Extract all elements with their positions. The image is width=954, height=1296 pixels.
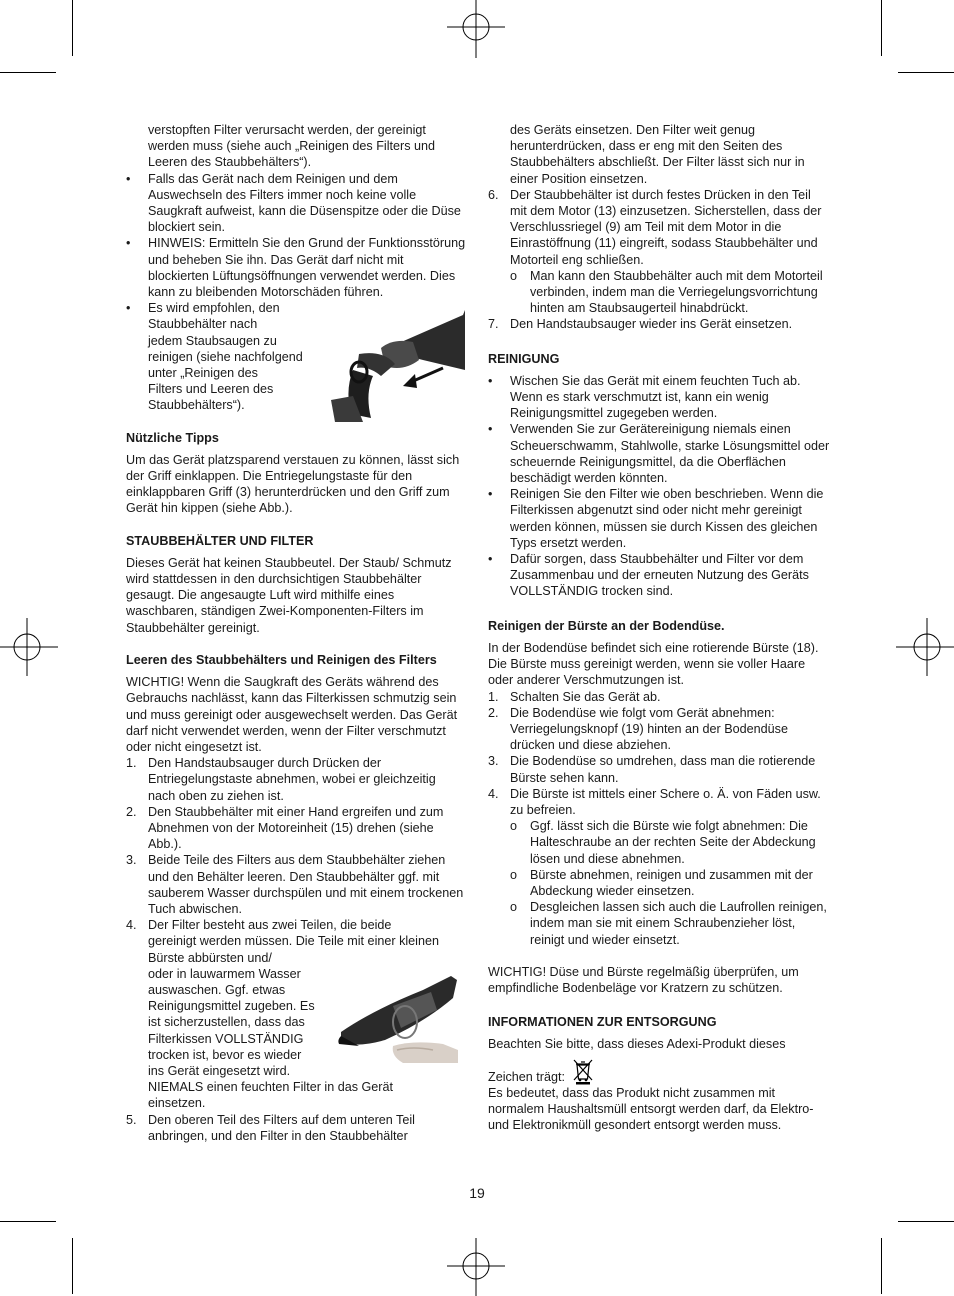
crop-mark bbox=[72, 0, 73, 56]
list-item: 6. Der Staubbehälter ist durch festes Drücken in den Teil mit dem Motor (13) einzusetzen. Sicherstellen, dass der Verschlussriegel (9) am Teil mit dem Motor in die Einrastöffnung (11) eingreift, sodass Staubbehälter und Motorteil eng schließen. bbox=[488, 187, 822, 267]
vacuum-illustration bbox=[333, 970, 458, 1063]
list-item: 1. Schalten Sie das Gerät ab. bbox=[488, 689, 661, 704]
crop-mark bbox=[0, 1221, 56, 1222]
list-item: • Reinigen Sie den Filter wie oben beschrieben. Wenn die Filterkissen abgenutzt sind oder nicht mehr gereinigt werden können, müssen sie durch Kissen des gleichen Typs ersetzt werden. bbox=[488, 487, 824, 550]
section-heading: STAUBBEHÄLTER UND FILTER bbox=[126, 533, 314, 548]
list-item: o Man kann den Staubbehälter auch mit dem Motorteil verbinden, indem man die Verriegelungsvorrichtung hinten am Staubsaugerteil hinabdrückt. bbox=[510, 268, 823, 316]
paragraph: WICHTIG! Düse und Bürste regelmäßig überprüfen, um empfindliche Bodenbeläge vor Kratzern zu schützen. bbox=[488, 964, 799, 995]
handle-illustration bbox=[323, 310, 465, 422]
section-heading: REINIGUNG bbox=[488, 351, 560, 366]
list-item: 7. Den Handstaubsauger wieder ins Gerät einsetzen. bbox=[488, 317, 793, 332]
paragraph: WICHTIG! Wenn die Saugkraft des Geräts während des Gebrauchs nachlässt, kann das Filterkissen schmutzig sein und muss gereinigt oder ausgewechselt werden. Das Gerät darf nicht verwendet werden, wenn der Filter verschmutzt oder nicht eingesetzt ist. bbox=[126, 675, 458, 754]
list-item: • Es wird empfohlen, den Staubbehälter nach jedem Staubsaugen zu reinigen (siehe nachfolgend unter „Reinigen des Filters und Leeren des Staubbehälters“). bbox=[126, 300, 466, 413]
disposal-label: Zeichen trägt: bbox=[488, 1069, 566, 1084]
page-number: 19 bbox=[469, 1185, 485, 1201]
crop-mark bbox=[881, 0, 882, 56]
bullet-text: Es wird empfohlen, den Staubbehälter nach jedem Staubsaugen zu reinigen (siehe nachfolgend unter „Reinigen des Filters und Leeren des Staubbehälters“). bbox=[148, 301, 303, 413]
list-item: 2. Die Bodendüse wie folgt vom Gerät abnehmen: Verriegelungsknopf (19) hinten an der Bodendüse drücken und diese abziehen. bbox=[488, 705, 788, 753]
list-item: o Ggf. lässt sich die Bürste wie folgt abnehmen: Die Halteschraube an der rechten Seite der Abdeckung lösen und diese abnehmen. bbox=[510, 819, 816, 866]
paragraph bbox=[488, 1059, 830, 1085]
step-text: Der Filter besteht aus zwei Teilen, die beide gereinigt werden müssen. Die Teile mit einer kleinen Bürste abbürsten und/ oder in lauwarmem Wasser auswaschen. Ggf. etwas Reinigungsmittel zugeben. Es ist sicherzustellen, dass das Filterkissen VOLLSTÄNDIG trocken ist, bevor es wieder ins Gerät eingesetzt wird. NIEMALS einen feuchten Filter in das Gerät einsetzen. bbox=[148, 918, 439, 1111]
sub-list bbox=[488, 268, 830, 317]
list-item: 5. Den oberen Teil des Filters auf dem unteren Teil anbringen, und den Filter in den Staubbehälter bbox=[126, 1112, 415, 1143]
list-item: 2. Den Staubbehälter mit einer Hand ergreifen und zum Abnehmen von der Motoreinheit (15) drehen (siehe Abb.). bbox=[126, 804, 444, 852]
list-item: 1. Den Handstaubsauger durch Drücken der Entriegelungstaste abnehmen, wobei er gleichzeitig nach oben zu ziehen ist. bbox=[126, 756, 436, 803]
registration-mark-icon bbox=[447, 1238, 505, 1296]
paragraph: Es bedeutet, dass das Produkt nicht zusammen mit normalem Haushaltsmüll entsorgt werden darf, da Elektro- und Elektronikmüll gesondert entsorgt werden muss. bbox=[488, 1085, 814, 1132]
list-item: 3. Die Bodendüse so umdrehen, dass man die rotierende Bürste sehen kann. bbox=[488, 754, 816, 785]
list-item: • Verwenden Sie zur Gerätereinigung niemals einen Scheuerschwamm, Stahlwolle, starke Lösungsmittel oder scheuernde Reinigungsmittel, da die Oberflächen beschädigt werden könnten. bbox=[488, 422, 830, 486]
registration-mark-icon bbox=[896, 618, 954, 676]
section-heading: Reinigen der Bürste an der Bodendüse. bbox=[488, 618, 725, 633]
crop-mark bbox=[881, 1238, 882, 1294]
right-column bbox=[488, 122, 830, 1133]
registration-mark-icon bbox=[0, 618, 58, 676]
list-item: • Falls das Gerät nach dem Reinigen und dem Auswechseln des Filters immer noch keine volle Saugkraft aufweist, kann die Düsenspitze oder die Düse blockiert sein. bbox=[126, 171, 461, 235]
paragraph: Beachten Sie bitte, dass dieses Adexi-Produkt dieses bbox=[488, 1037, 786, 1052]
list-item: • Dafür sorgen, dass Staubbehälter und Filter vor dem Zusammenbau und der erneuten Nutzung des Geräts VOLLSTÄNDIG trocken sind. bbox=[488, 552, 809, 599]
paragraph: In der Bodendüse befindet sich eine rotierende Bürste (18). Die Bürste muss gereinigt werden, wenn sie voller Haare oder anderer Verschmutzungen ist. bbox=[488, 640, 819, 688]
crop-mark bbox=[898, 72, 954, 73]
crop-mark bbox=[72, 1238, 73, 1294]
paragraph: des Geräts einsetzen. Den Filter weit genug herunterdrücken, dass er eng mit den Seiten des Staubbehälters abschließt. Der Filter lässt sich nur in einer Position einsetzen. bbox=[510, 123, 805, 186]
paragraph: Um das Gerät platzsparend verstauen zu können, lässt sich der Griff einklappen. Die Entriegelungstaste für den einklappbaren Griff (3) herunterdrücken und den Griff zum Gerät hin kippen (siehe Abb.). bbox=[126, 452, 460, 516]
paragraph: verstopften Filter verursacht werden, der gereinigt werden muss (siehe auch „Reinigen des Filters und Leeren des Staubbehälters“). bbox=[148, 123, 435, 170]
list-item: 3. Beide Teile des Filters aus dem Staubbehälter ziehen und den Behälter leeren. Den Staubbehälter ggf. mit sauberem Wasser durchspülen und mit einem trockenen Tuch abwischen. bbox=[126, 853, 464, 916]
paragraph: Dieses Gerät hat keinen Staubbeutel. Der Staub/ Schmutz wird stattdessen in den durchsichtigen Staubbehälter gesaugt. Die angesaugte Luft wird mithilfe eines waschbaren, ständigen Zwei-Komponenten-Filters im Staubbehälter gereinigt. bbox=[126, 555, 452, 635]
list-item: o Bürste abnehmen, reinigen und zusammen mit der Abdeckung wieder einsetzen. bbox=[510, 867, 813, 898]
sub-list bbox=[488, 818, 830, 948]
list-item: 4. Die Bürste ist mittels einer Schere o. Ä. von Fäden usw. zu befreien. bbox=[488, 786, 821, 817]
crop-mark bbox=[898, 1221, 954, 1222]
list-item: 4. Der Filter besteht aus zwei Teilen, die beide gereinigt werden müssen. Die Teile mit einer kleinen Bürste abbürsten und/ oder in lauwarmem Wasser auswaschen. Ggf. etwas Reinigungsmittel zugeben. Es ist sicherzustellen, dass das Filterkissen VOLLSTÄNDIG trocken ist, bevor es wieder ins Gerät eingesetzt wird. NIEMALS einen feuchten Filter in das Gerät einsetzen. bbox=[126, 917, 466, 1111]
weee-bin-icon bbox=[573, 1059, 593, 1085]
list-item: • HINWEIS: Ermitteln Sie den Grund der Funktionsstörung und beheben Sie ihn. Das Gerät darf nicht mit blockierten Lüftungsöffnungen verwendet werden. Dies kann zu bleibenden Motorschäden führen. bbox=[126, 236, 466, 300]
section-heading: Leeren des Staubbehälters und Reinigen des Filters bbox=[126, 652, 437, 667]
section-heading: INFORMATIONEN ZUR ENTSORGUNG bbox=[488, 1015, 717, 1030]
list-item: • Wischen Sie das Gerät mit einem feuchten Tuch ab. Wenn es stark verschmutzt ist, kann ein wenig Reinigungsmittel zugegeben werden. bbox=[488, 373, 801, 421]
section-heading: Nützliche Tipps bbox=[126, 430, 219, 445]
registration-mark-icon bbox=[447, 0, 505, 58]
list-item: o Desgleichen lassen sich auch die Laufrollen reinigen, indem man sie mit einem Schraubenzieher löst, reinigt und wieder einsetzt. bbox=[510, 900, 827, 947]
crop-mark bbox=[0, 72, 56, 73]
